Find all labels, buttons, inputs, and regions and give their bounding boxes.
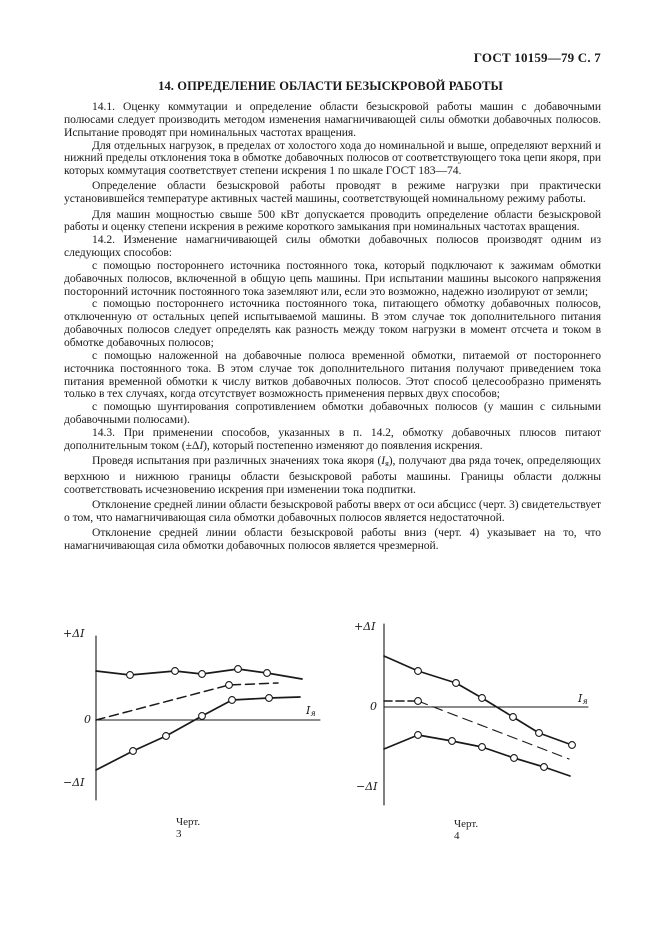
fig4-y-negative-label: −ΔI	[356, 780, 378, 793]
paragraph-load-limits: Для отдельных нагрузок, в пределах от холостого хода до номинальной и выше, определяют верхний и нижний пределы отклонения тока в обмотке добавочных полюсов от соответствующего тока цепи якоря, при которых коммутация соответствует степени искрения 1 по шкале ГОСТ 183—74.	[64, 138, 601, 178]
fig3-y-positive-label: +ΔI	[63, 627, 85, 640]
paragraph-method-3: с помощью наложенной на добавочные полюса временной обмотки, питаемой от постороннего источника постоянного тока. В этом случае ток дополнительного питания получают приведением тока питания временной обмотки к числу витков добавочных полюсов. Этот способ целесообразно применять только в тех случаях, когда отсутствует возможность применения первых двух способов;	[64, 348, 601, 401]
paragraph-deviation-down: Отклонение средней линии области безыскровой работы вниз (черт. 4) указывает на то, что намагничивающая сила обмотки добавочных полюсов является чрезмерной.	[64, 525, 601, 552]
figure-4-caption: Черт. 4	[454, 818, 479, 842]
paragraph-test-points: Проведя испытания при различных значениях тока якоря $(I_я)$, получают два ряда точек, определяющих верхнюю и нижнюю границы области безыскровой работы машины. Границы области должны соответствовать исчезновению искрения при изменении тока подпитки.	[64, 453, 601, 496]
paragraph-14-2: 14.2. Изменение намагничивающей силы обмотки добавочных полюсов производят одним из следующих способов:	[64, 233, 601, 260]
data-point-markers	[415, 668, 576, 771]
paragraph-deviation-up: Отклонение средней линии области безыскровой работы вверх от оси абсцисс (черт. 3) свидетельствует о том, что намагничивающая сила обмотки добавочных полюсов является недостаточной.	[64, 497, 601, 524]
paragraph-method-1: с помощью постороннего источника постоянного тока, который подключают к зажимам обмотки добавочных полюсов, включенной в общую цепь машины. При испытании машины высокого напряжения посторонний источник постоянного тока заземляют или, если это возможно, надежно изолируют от земли;	[64, 258, 601, 298]
fig4-x-axis-label: $I_я$	[578, 692, 588, 706]
document-page-header: ГОСТ 10159—79 С. 7	[473, 50, 601, 65]
paragraph-method-4: с помощью шунтирования сопротивлением обмотки добавочных полюсов (у машин с сильными добавочными полюсами).	[64, 400, 601, 427]
paragraph-14-1: 14.1. Оценку коммутации и определение области безыскровой работы машин с добавочными полюсами следует производить методом изменения намагничивающей силы обмотки добавочных полюсов. Испытание проводят при номинальных частотах вращения.	[64, 100, 601, 139]
paragraph-method-2: с помощью постороннего источника постоянного тока, питающего обмотку добавочных полюсов, отключенную от остальных цепей испытываемой машины. В этом случае ток дополнительного питания добавочных полюсов следует определять как разность между током нагрузки в момент отсчета и током в обмотке добавочных полюсов;	[64, 297, 601, 349]
fig4-y-positive-label: +ΔI	[354, 620, 376, 633]
fig4-origin-label: 0	[370, 700, 377, 713]
paragraph-14-3: 14.3. При применении способов, указанных в п. 14.2, обмотку добавочных плюсов питают дополнительным током (±ΔI), который постепенно изменяют до появления искрения.	[64, 425, 601, 452]
figure-3-caption: Черт. 3	[176, 816, 201, 840]
fig3-y-negative-label: −ΔI	[63, 776, 85, 789]
fig3-origin-label: 0	[84, 713, 91, 726]
paragraph-load-mode: Определение области безыскровой работы проводят в режиме нагрузки при практически установившейся температуре активных частей машины, соответствующей номинальному режиму работы.	[64, 179, 601, 206]
section-title: 14. ОПРЕДЕЛЕНИЕ ОБЛАСТИ БЕЗЫСКРОВОЙ РАБОТЫ	[158, 79, 503, 93]
fig3-x-axis-label: $I_я$	[306, 704, 316, 718]
paragraph-500kw: Для машин мощностью свыше 500 кВт допускается проводить определение области безыскровой работы и оценку степени искрения в режиме короткого замыкания при номинальных частотах вращения.	[64, 207, 601, 234]
